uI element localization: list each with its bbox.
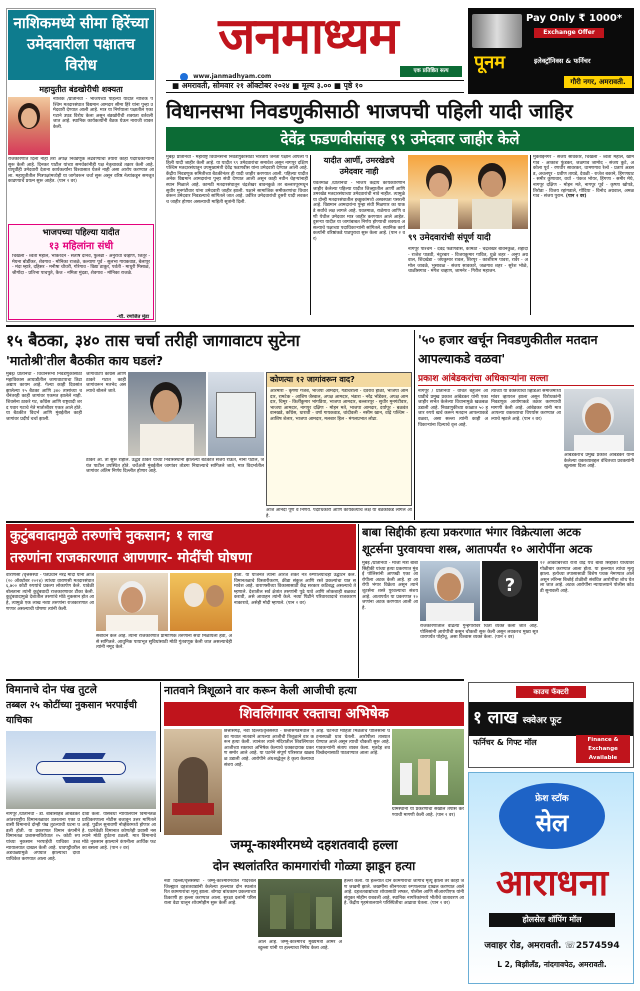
story8-body-col1: छत्तीसगढ़, नवी दिल्ली/वृत्तसंस्था - छत्तीसगडमधील एका गावात नातवाने आपल्या आजीची त्रिशूळाने वार करून हत्या केली. त्यानंतर त्याने मंदिरातील शिवलिंगावर आजीच्या रक्ताचा अभिषेक केल्याचे धक्कादायक प्रकरण समोर आले आहे. या घटनेने संपूर्ण परिसरात खळबळ उडाली आहे. आरोपीने अंधश्रद्धेतून हे कृत्य केल्याचा संशय आहे. (224, 729, 314, 768)
masthead-dateline (166, 80, 464, 93)
story8-body-col2: आहे. घटनेची माहिती मिळताच पोलिसांनी घटनास्थळी धाव घेतली. आरोपीला ताब्यात घेण्यात आले असून त्याची चौकशी सुरू आहे. गावकऱ्यांनी संताप व्यक्त केला. मृतदेह शवविच्छेदनासाठी पाठवण्यात आला आहे. (316, 729, 390, 757)
section-divider (6, 325, 634, 327)
story9-headline-1: जम्मू-काश्मीरमध्ये दहशतवादी हल्ला (230, 838, 398, 853)
story2-headline: १५ बैठका, ३४० तास चर्चा तरीही जागावाटप सुटेना (6, 331, 300, 350)
lead-banner: देवेंद्र फडणवीसांसह ९९ उमेदवार जाहीर केले (166, 127, 634, 151)
masthead-tagline: एक प्रतिष्ठित सत्य (400, 66, 462, 77)
ad-kaushik-brand: काउच फॅक्टरी (516, 686, 586, 698)
story3-headline: '५० हजार खर्चून निवडणुकीतील मतदान आपल्याकडे वळवा' (418, 332, 598, 366)
story8-photo-temple (164, 729, 222, 835)
story5-body-col2: राजकारणातील वाढत्या गुन्हेगारीवर चिंता व्यक्त केली जात आहे. पोलिसांनी आरोपींची कसून चौकशी सुरू केली असून लवकरच मुख्य सूत्रधारापर्यंत पोहोचू, असा विश्वास व्यक्त केला. (पान २ वर) (420, 624, 538, 641)
story2-photo-thackeray (128, 372, 206, 456)
left-top-subhead: महायुतीत बंडखोरीची शक्यता (39, 85, 123, 94)
story4-headline-box (6, 524, 356, 570)
lead-column-rule (530, 155, 531, 315)
story3-body-col3: आंबेडकरांचे प्रमुख प्रकाश आंबेडकर यांनी केलेल्या वक्तव्याबद्दल वंचितच्या प्रवक्त्यांनी खुलासा दिला आहे. (564, 453, 634, 470)
ad-aradhana-address-2: L 2, बिझीलँड, नांदगावपेठ, अमरावती. (497, 960, 607, 969)
column-rule (160, 682, 161, 832)
ad-kaushik-unit: स्क्वेअर फूट (522, 716, 562, 726)
lead-body-col1: मुंबई/ प्रतिनिधी - महाराष्ट्र विधानसभा निवडणुकीसाठी भारतीय जनता पक्षाने आपली पहिली यादी जाहीर केली आहे. या यादीत ९९ उमेदवारांचा समावेश असून नागपूर दक्षिण पश्चिम मतदारसंघातून उपमुख्यमंत्री देवेंद्र फडणवीस यांना उमेदवारी देण्यात आली आहे. केंद्रीय निवडणूक समितीच्या बैठकीनंतर ही यादी जाहीर करण्यात आली. पहिल्या यादीत अनेक विद्यमान आमदारांना पुन्हा संधी देण्यात आली असून काही नवीन चेहऱ्यांनाही स्थान मिळाले आहे. कामठी मतदारसंघातून चंद्रशेखर बावनकुळे तर बल्लारपूरमधून सुधीर मुनगंटीवार यांना उमेदवारी जाहीर झाली. पक्षाने सामाजिक समीकरणांचा विचार करून उमेदवार निवडल्याचे सांगितले जात आहे. उर्वरित उमेदवारांची दुसरी यादी लवकरच जाहीर होणार असल्याची माहिती सूत्रांनी दिली. (166, 155, 308, 205)
story6-headline-1: विमानाचे दोन पंख तुटले (6, 684, 97, 696)
story4-photo-event (170, 573, 232, 631)
lead-list-body: नागपूर पश्चिम - देवेंद्र फडणवीस, कामठी - चंद्रशेखर बावनकुळे, शहादा - राजेश पाडवी, नंदुरबार - विजयकुमार गावित, धुळे शहर - अनुप अग्रवाल, शिंदखेडा - जयकुमार रावल, शिरपूर - काशीराम पावरा, रावेर - अमोल जावळे, भुसावळ - संजय सावकारे, जळगाव शहर - सुरेश भोळे, चाळीसगाव - मंगेश चव्हाण, जामनेर - गिरीश महाजन. (408, 247, 528, 275)
story7-headline: नातवाने त्रिशूळाने वार करून केली आजीची हत्या (164, 684, 357, 697)
ad-aradhana-address-1: जवाहर रोड, अमरावती. ☏2574594 (484, 941, 620, 951)
story5-photo-unknown (482, 561, 538, 621)
women-box-subheading: १३ महिलांना संधी (48, 241, 114, 252)
dateline-price: मूल्य ३.०० (301, 81, 332, 90)
story4-headline-2: तरुणांना राजकारणात आणणार- मोदींची घोषणा (10, 550, 252, 566)
story9-body-col2: आले आहे. जम्मू-काश्मीरचे मुख्यमंत्री ओमर अब्दुल्ला यांनी या हल्ल्याचा निषेध केला आहे. (258, 940, 342, 951)
story2-box-title: कोणत्या १२ जागांवरून वाद? (267, 373, 411, 387)
lead-list-col2: मुक्ताईनगर - संजय सावकारे, चिखली - श्वेता महाले, खामगाव - आकाश फुंडकर, जळगाव जामोद - संजय कुटे, अकोला पूर्व - रणधीर सावरकर, धामणगाव रेल्वे - प्रताप अडसड, अचलपूर - प्रवीण तायडे, देवळी - राजेश बकाने, हिंगणघाट - समीर कुणावार, वर्धा - पंकज भोयर, हिंगणा - समीर मेघे, नागपूर दक्षिण - मोहन मते, नागपूर पूर्व - कृष्णा खोपडे, तिरोडा - विजय रहांगडाले, गोंदिया - विनोद अग्रवाल, अमळगाव - संजय पुराम. (पान २ वर) (533, 155, 634, 200)
ad-aradhana-brand: आराधना (495, 863, 609, 904)
lead-headline: विधानसभा निवडणुकीसाठी भाजपची पहिली यादी जाहिर (166, 99, 573, 123)
women-box-footer: -चौ. रणजित मुंडा (116, 314, 149, 320)
ad-kaushik[interactable] (468, 682, 634, 768)
story4-body-col3: होता. या योजनेत त्यांनी आरजे शंकर नेत्र रुग्णालयाचेही उद्घाटन केले. विमानतळाचे विस्तारीकरण, क्रीडा संकुल आणि रस्ते प्रकल्पांचा यात समावेश आहे. वाराणसीच्या विकासासाठी केंद्र सरकार कटिबद्ध असल्याचे ते म्हणाले. देशातील सर्व क्षेत्रांत तरुणांनी पुढे यावे आणि लोकशाही बळकट करावी, असे आवाहन त्यांनी केले. नव्या पिढीने परिवारवादाचे राजकारण नाकारावे, असेही मोदी म्हणाले. (पान २ वर) (234, 573, 356, 606)
question-icon: ? (504, 575, 516, 596)
lead-side-body: यवतमाळ /प्रतिनिधी - भाजप केंद्रीय कार्यकारिणीने जाहीर केलेल्या पहिल्या यादीत जिल्ह्यातील आर्णी आणि उमरखेड मतदारसंघाच्या उमेदवारांची नावे नाहीत. त्यामुळे या दोन्ही मतदारसंघातील इच्छुकांमध्ये अस्वस्थता पसरली आहे. विद्यमान आमदारांना पुन्हा संधी मिळणार का याकडे सर्वांचे लक्ष लागले आहे. यवतमाळ, राळेगाव आणि वणी येथील उमेदवार मात्र जाहीर करण्यात आले आहेत. दुसऱ्या यादीत या जागांबाबत निर्णय होण्याची शक्यता असल्याचे पक्षाच्या पदाधिकाऱ्यांनी सांगितले. स्थानिक कार्यकर्त्यांनी वरिष्ठांकडे पाठपुरावा सुरू केला आहे. (पान २ वर) (313, 181, 405, 242)
lead-photo-caption: ९९ उमेदवारांची संपूर्ण यादी (408, 233, 491, 243)
story6-body-col1: नागपूर /प्रतिनिधी - डॉ. बाबासाहेब आंबेडकर आंतरराष्ट्रीय विमानतळावर उतरताना एका प्रवासी विमानाचे दोन्ही पंख तुटल्याची घटना घडली होती. या प्रकरणात विमान कंपनीने विमानतळ प्रशासनाविरोधात २५ कोटी रुपयांच्या नुकसान भरपाईची याचिका उच्च न्यायालयात दाखल केली आहे. धावपट्टीवरील अडथळ्यामुळे अपघात झाल्याचा दावा याचिकेत करण्यात आला आहे. (6, 812, 80, 862)
masthead-url[interactable]: www.janmadhyam.com (193, 73, 272, 80)
story5-body-col1: मुंबई /प्रतिनिधी - माजी मंत्री बाबा सिद्दीकी यांच्या हत्या प्रकरणात मुंबई पोलिसांनी आणखी एका आरोपीला अटक केली आहे. हा आरोपी भंगार विक्रेता असून त्याने शूटर्सना शस्त्रे पुरवल्याचा संशय आहे. आतापर्यंत या प्रकरणात १० जणांना अटक करण्यात आली आहे. (362, 561, 418, 611)
bullet-icon: ■ (172, 81, 182, 90)
women-box-body: चिखली - श्वेता महाले, भोकरदन - संतोष दानवे, फुलंब्री - अनुराधा चव्हाण, जिंतूर - मेघना बोर्डीकर, शेवगाव - मोनिका राजळे, कल्याण पूर्व - सुलभा गायकवाड, बेलापूर - मंदा म्हात्रे, दहिसर - मनीषा चौधरी, गोरेगाव - विद्या ठाकूर, पर्वती - माधुरी मिसाळ, श्रीगोंदा - प्रतिभा पाचपुते, कैज - नमिता मुंदडा, शेवगाव - मोनिका राजळे. (12, 254, 150, 276)
story5-photo-siddique (420, 561, 480, 621)
story6-headline-2: तब्बल २५ कोटींच्या नुकसान भरपाईची याचिका (6, 700, 137, 726)
lead-photo-leaders (408, 155, 528, 229)
ad-poonam[interactable] (468, 8, 634, 94)
ad-kaushik-badge: Finance & Exchange Available (576, 735, 630, 763)
story2-box-list: आरमोरी - कृष्णा गजबे, भाजपा आमदार, गडचिरोली - देवराव होळी, भाजपा आमदार, रामटेक - आशिष जैस्वाल, अपक्ष आमदार, भंडारा - नरेंद्र भोंडेकर, अपक्ष आमदार, चिमूर - किर्तीकुमार भांगडिया, भाजपा आमदार, बल्लारपूर - सुधीर मुनगंटीवार, भाजपा आमदार, नागपूर दक्षिण - मोहन मते, भाजपा आमदार, दर्यापूर - बळवंत वानखडे, काँग्रेस, धारावी - वर्षा गायकवाड, चांदीवली - नसीम खान, वांद्रे पश्चिम - आशिष शेलार, भाजपा आमदार, मलबार हिल - मंगलप्रभात लोढा. (270, 389, 408, 422)
ad-kaushik-line: फर्निचर & गिफ्ट मॉल (473, 738, 537, 747)
story2-subhead: 'मातोश्री'तील बैठकीत काय घडलं? (6, 353, 163, 368)
story2-photo-matoshree (208, 372, 264, 456)
bullet-icon: ■ (292, 81, 302, 90)
section-divider (6, 521, 634, 523)
ad-kaushik-big: १ लाख (473, 708, 518, 728)
women-box-heading: भाजपच्या पहिल्या यादीत (42, 228, 120, 238)
dateline-pages: पृष्ठे १० (343, 81, 363, 90)
ad-poonam-appliances (472, 14, 522, 48)
left-top-headline-box (8, 10, 154, 80)
story3-body-col1: नागपूर / प्रतिनिधी - वंचित बहुजन आघाडीचे प्रमुख प्रकाश आंबेडकर यांनी एका जाहीर सभेत केलेल्या विधानामुळे खळबळ उडाली आहे. निवडणुकीच्या काळात ५० हजार रुपये खर्च करून मतदान आपल्याकडे वळवा, असा सल्ला त्यांनी काही अधिकाऱ्यांना दिल्याचे वृत्त आहे. (418, 389, 488, 428)
story3-subhead: प्रकाश आंबेडकरांचा अधिकाऱ्यांना सल्ला (418, 372, 634, 386)
story8-photo-crowd (392, 729, 464, 805)
section-divider (6, 679, 464, 681)
story4-body-col2: संबोधन केले आहे. त्यांनी राजकारणात प्रामाणिक तरुणांना संधी मिळायला हवी, असे सांगितले. आधुनिक पायाभूत सुविधांसाठी मोठी गुंतवणूक केली जात असल्याचेही त्यांनी नमूद केले. (96, 634, 232, 651)
bullet-icon: ■ (333, 81, 344, 90)
left-top-headline: नाशिकमध्ये सीमा हिरेंच्या उमेदवारीला पक्षातच विरोध (13, 14, 149, 74)
story4-headline-1: कुटुंबवादामुळे तरुणांचे नुकसान; १ लाख (10, 528, 213, 544)
lead-side-headline: यादीत आर्णी, उमरखेडचे उमेदवार नाही (323, 156, 395, 176)
story2-body-col5: आज आनंदी पूर्ण व निर्णय. पदाधिकारी आणि कार्यकर्त्यांचे लक्ष या बैठकीकडे लागले आहे. (266, 508, 412, 519)
story6-photo-plane (6, 731, 156, 809)
story5-body-col3: १२ ऑक्टोबरच्या रात्री वांद्रे येथे बाबा सिद्दीकी यांच्यावर गोळीबार करण्यात आला होता. या हल्ल्यात त्यांचा मृत्यू झाला. हत्येच्या तपासासाठी विशेष पथक नेमण्यात आले असून लॉरेन्स बिश्नोई टोळीशी संबंधित आरोपींचा शोध घेतला जात आहे. अटक आरोपींना न्यायालयाने पोलीस कोठडी सुनावली आहे. (540, 561, 634, 594)
story3-photo-ambedkar (564, 389, 634, 451)
lead-continued: (पान २ वर) (565, 194, 587, 200)
ad-poonam-sub: इलेक्ट्रॉनिक्स & फर्निचर (534, 57, 591, 65)
left-top-body-2: राजकारणात दिला नाही तरी अपक्ष निवडणूक लढवण्याची तयारी काही पदाधिकाऱ्यांनी सुरू केली आहे. दिनकर पाटील यांच्या समर्थकांनीही पक्ष नेतृत्वाकडे तक्रार केली आहे. यापूर्वीही उमेदवारी देताना कार्यकर्त्यांना विश्वासात घेतले नाही असा आरोप करण्यात आला. महायुतीतील मित्रपक्षांमध्येही या जागेवरून चर्चा सुरू असून वरिष्ठ नेत्यांकडून समजूत काढण्याचे प्रयत्न सुरू आहेत. (पान २ वर) (8, 157, 154, 185)
story9-photo-army (258, 879, 342, 937)
story4-photo-modi (96, 573, 168, 631)
ad-poonam-offer: Pay Only ₹ 1000* (526, 13, 623, 24)
ad-aradhana[interactable] (468, 772, 634, 984)
ad-poonam-location: गौरी नगर, अमरावती. (564, 76, 632, 88)
ad-aradhana-sale: सेल (535, 809, 569, 837)
story5-headline-1: बाबा सिद्दीकी हत्या प्रकरणात भंगार विक्रेत्याला अटक (362, 525, 581, 539)
story4-body-col1: वाराणसी /वृत्तसंस्था - पंतप्रधान नरेंद्र मोदी यांनी आज (२० ऑक्टोबर २०२४) त्यांच्या वाराणसी मतदारसंघात ६,७०० कोटी रुपयांचे प्रकल्प लोकार्पण केले. यावेळी बोलताना त्यांनी कुटुंबवादी राजकारणावर टीका केली. कुटुंबवादामुळे देशातील तरुणांचे मोठे नुकसान होत आहे, त्यामुळे एक लाख नव्या तरुणांना राजकारणात आणणार असल्याची घोषणा त्यांनी केली. (6, 573, 94, 612)
story3-body-col2: त्यांच्या या वक्तव्याचा व्हिडिओ समाजमाध्यमांवर व्हायरल झाला असून विरोधकांनी निवडणूक आयोगाकडे तक्रार करण्याची मागणी केली आहे. आंबेडकर यांनी मात्र आपल्या वक्तव्याचा विपर्यास करण्यात आल्याचे म्हटले आहे. (पान २ वर) (491, 389, 561, 422)
story2-body-col2: जागावाटप काँग्रेस आणि ठाकरे गटात काही जागांवरून मतभेद असल्याचे बोलले जाते. (86, 372, 126, 394)
ad-aradhana-sub: होलसेल शॉपिंग मॉल (489, 913, 615, 927)
story9-headline-2: दोन स्थलांतरित कामगारांची गोळ्या झाडून हत्या (212, 859, 416, 873)
left-top-body-1: नाशिक /प्रतिनिधी - भाजपच्या पहिल्या यादीत नाशिक पश्चिम मतदारसंघात विद्यमान आमदार सीमा हिरे यांना पुन्हा उमेदवारी देण्यात आली आहे. मात्र या निर्णयाला पक्षातील एका गटाने उघड विरोध केला असून बंडखोरीची शक्यता वर्तवली जात आहे. स्थानिक कार्यकर्त्यांनी बैठक घेऊन नाराजी व्यक्त केली. (53, 97, 153, 130)
leader-portrait (8, 97, 50, 155)
masthead-title: जनमाध्यम (218, 6, 398, 65)
dateline-city-date: अमरावती, सोमवार २१ ऑक्टोबर २०२४ (181, 81, 290, 90)
women-box (8, 224, 154, 320)
ad-aradhana-fresh: फ्रेश स्टॉक (535, 794, 569, 804)
story9-body-col3: हल्ला केला. या हल्ल्यात दोन कामगारांचा जागीच मृत्यू झाला तर काही जण जखमी झाले. जखमींना श्रीनगरच्या रुग्णालयात दाखल करण्यात आले आहे. दहशतवाद्यांच्या शोधासाठी लष्कर, पोलीस आणि सीआरपीएफ यांनी संयुक्त मोहीम राबवली आहे. स्थानिक नागरिकांमध्ये भीतीचे वातावरण आहे. केंद्रीय गृहमंत्रालयाने परिस्थितीचा आढावा घेतला. (पान २ वर) (344, 879, 464, 907)
story9-body-col1: नवी दिल्ली/वृत्तसंस्था - जम्मू-काश्मीरमधील गांदरबल जिल्ह्यात दहशतवाद्यांनी केलेल्या हल्ल्यात दोन स्थलांतरित कामगारांचा मृत्यू झाला. बोगदा बांधकाम प्रकल्पाच्या ठिकाणी हा हल्ला करण्यात आला. सुरक्षा दलांनी परिसराला वेढा घालून शोधमोहीम सुरू केली आहे. (164, 879, 256, 907)
story2-box (266, 372, 412, 506)
story2-body-col1: मुंबई/ प्रतिनिधी - विधानसभा निवडणुकीसाठी महाविकास आघाडीतील जागावाटपाचा तिढा अद्याप कायम आहे. गेल्या काही दिवसांत झालेल्या १५ बैठका आणि ३४० तासांच्या चर्चेनंतरही काही जागांवर एकमत झालेले नाही. शिवसेना ठाकरे गट, काँग्रेस आणि राष्ट्रवादी शरद पवार गटाचे नेते मातोश्रीवर एकत्र आले होते. या बैठकीत विदर्भ आणि मुंबईतील काही जागांवर प्रदीर्घ चर्चा झाली. (6, 372, 82, 422)
column-rule (414, 330, 415, 520)
ad-poonam-brand: पूनम (474, 52, 505, 73)
story5-headline-2: शूटर्सना पुरवायचा शस्त्र, आतापर्यंत १० आरोपींना अटक (362, 542, 593, 556)
ad-poonam-exchange: Exchange Offer (534, 28, 604, 38)
story6-body-col2: दावा केला. यासंबंधी न्यायालयाने विमानतळ प्राधिकरणाला नोटीस बजावून उत्तर मागितले आहे. पुढील सुनावणी नोव्हेंबरमध्ये होणार आहे. घटनेवेळी विमानात कोणतेही प्रवासी नसल्याने मोठी दुर्घटना टळली. मात्र विमानाचे मोठे नुकसान झाल्याने कंपनीला आर्थिक फटका बसला आहे. (पान २ वर) (82, 812, 156, 851)
story8-body-col3: ग्रामस्थांनी या प्रकरणाचा सखोल तपास करण्याची मागणी केली आहे. (पान २ वर) (392, 807, 464, 818)
story8-banner: शिवलिंगावर रक्ताचा अभिषेक (164, 702, 464, 726)
lead-column-rule (310, 155, 311, 315)
story2-body-col3: ठाकरे आ. तो सुरू राहील. उद्धव ठाकरे यांच्या निवासस्थानी झालेल्या बैठकीत संजय राऊत, नाना पटोले, जयंत पाटील उपस्थित होते. चर्चेअंती मुंबईतील जागांवर तोडगा निघाल्याचे सांगितले जाते, मात्र विदर्भातील जागांवर अंतिम निर्णय दिल्लीत होणार आहे. (86, 458, 264, 475)
column-rule (358, 524, 359, 678)
